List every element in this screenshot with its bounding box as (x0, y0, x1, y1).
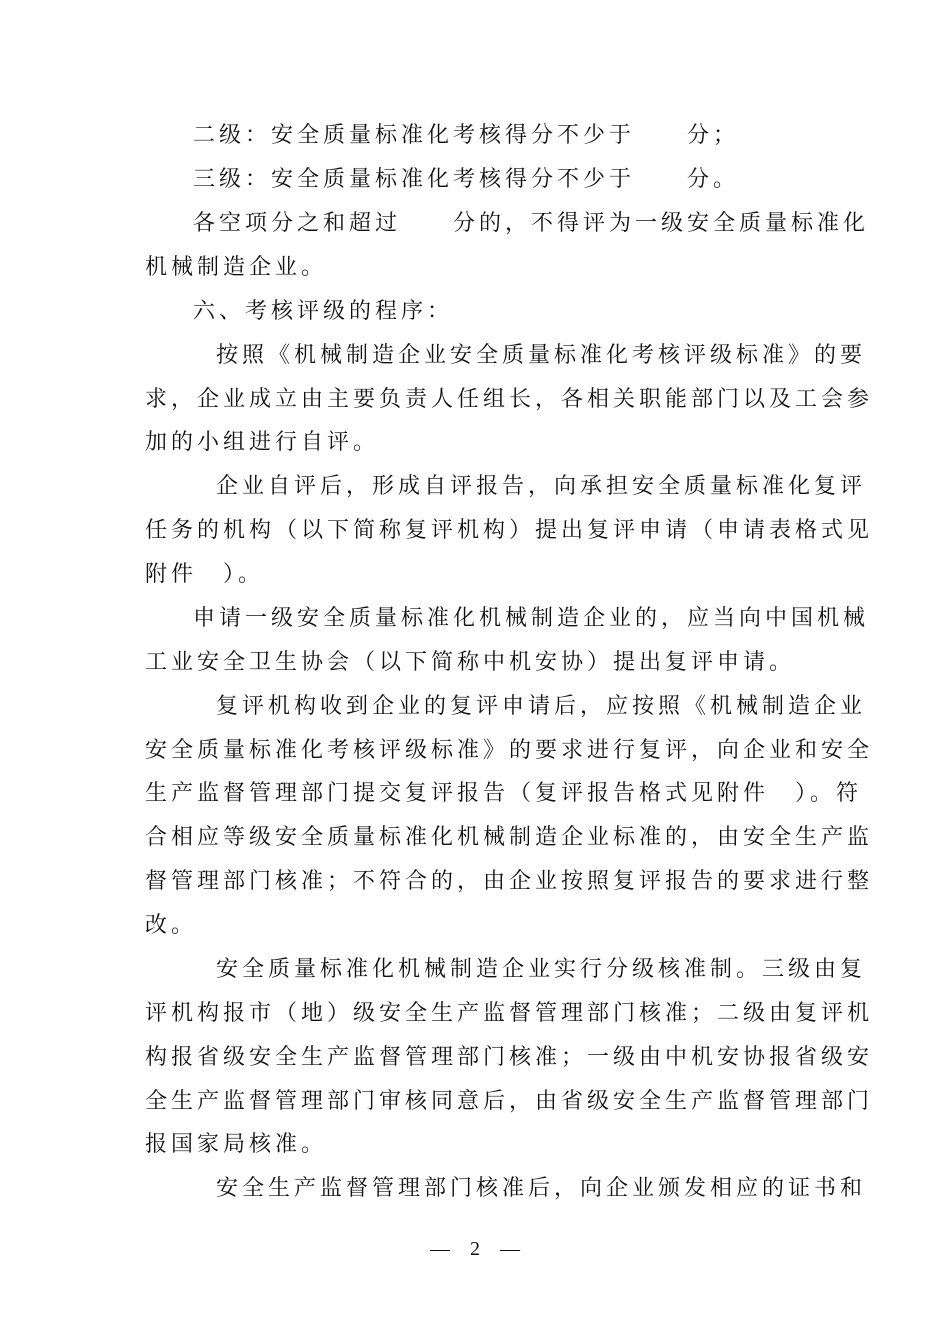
text-line: 附件 ）。 (145, 562, 265, 587)
text-line: 任务的机构（以下简称复评机构）提出复评申请（申请表格式见 (145, 518, 874, 543)
text-line: 复评机构收到企业的复评申请后，应按照《机械制造企业 (216, 694, 867, 719)
text-line: 加的小组进行自评。 (145, 430, 380, 455)
text-line: 合相应等级安全质量标准化机械制造企业标准的，由安全生产监 (145, 825, 874, 850)
text-line: 督管理部门核准；不符合的，由企业按照复评报告的要求进行整 (145, 869, 874, 894)
text-line: 安全生产监督管理部门核准后，向企业颁发相应的证书和 (216, 1176, 867, 1201)
text-line: 安全质量标准化机械制造企业实行分级核准制。三级由复 (216, 957, 867, 982)
text-line: 企业自评后，形成自评报告，向承担安全质量标准化复评 (216, 474, 867, 499)
text-line: 三级：安全质量标准化考核得分不少于 分。 (193, 167, 740, 192)
text-line: 机械制造企业。 (145, 255, 328, 280)
text-line: 生产监督管理部门提交复评报告（复评报告格式见附件 ）。符 (145, 781, 863, 806)
text-line: 申请一级安全质量标准化机械制造企业的，应当向中国机械 (193, 606, 870, 631)
text-line: 工业安全卫生协会（以下简称中机安协）提出复评申请。 (145, 650, 796, 675)
text-line: 二级：安全质量标准化考核得分不少于 分； (193, 123, 740, 148)
text-line: 评机构报市（地）级安全生产监督管理部门核准；二级由复评机 (145, 1001, 874, 1026)
text-line: 报国家局核准。 (145, 1132, 328, 1157)
text-line: 构报省级安全生产监督管理部门核准；一级由中机安协报省级安 (145, 1045, 874, 1070)
text-line: 各空项分之和超过 分的，不得评为一级安全质量标准化 (193, 211, 870, 236)
text-line: 全生产监督管理部门审核同意后，由省级安全生产监督管理部门 (145, 1089, 874, 1114)
page-number: — 2 — (430, 1238, 520, 1260)
text-line: 按照《机械制造企业安全质量标准化考核评级标准》的要 (216, 343, 867, 368)
text-line: 改。 (145, 913, 198, 938)
text-line: 求，企业成立由主要负责人任组长，各相关职能部门以及工会参 (145, 387, 874, 412)
text-line: 六、考核评级的程序： (193, 299, 454, 324)
text-line: 安全质量标准化考核评级标准》的要求进行复评，向企业和安全 (145, 738, 874, 763)
